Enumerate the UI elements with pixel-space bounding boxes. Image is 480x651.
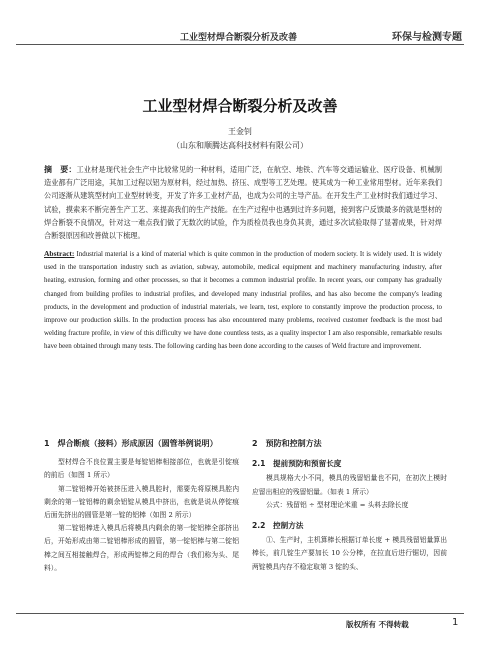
body-paragraph: 模具规格大小不同，模具的残留铝量也不同，在初次上模时应留出相应的残留铝量。（如表 1 所示）: [252, 474, 447, 496]
header-divider: [16, 44, 464, 45]
body-paragraph: ①、生产时，主机算棒长根据订单长度 + 模具残留铝量算出棒长，前几锭生产要加长 10 公分棒，在拉直后进行锯切，因前两锭模具内存不稳定取第 3 锭的头、: [252, 536, 447, 571]
abstract-en-label: Abstract:: [44, 249, 75, 258]
section-2-heading: 2 预防和控制方法: [252, 439, 322, 448]
header-journal-column: 环保与检测专题: [392, 32, 462, 43]
page-footer: [0, 613, 480, 651]
running-header: [0, 0, 480, 48]
abstract-english: [44, 247, 442, 354]
body-paragraph: 第二锭铝棒进入模具后将模具内剩余的第一锭铝棒全部挤出后，开始形成由第二锭铝棒形成的圆管，第一锭铝棒与第二锭铝棒之间互相接触焊合，形成两锭棒之间的焊合（我们称为头、尾料）。: [44, 524, 239, 572]
section-1-heading: 1 焊合断痕（接料）形成原因（圆管举例说明）: [44, 439, 218, 448]
subsection-2-2-heading: 2.2 控制方法: [252, 521, 304, 531]
header-article-title: 工业型材焊合断裂分析及改善: [180, 33, 298, 43]
page-number: 1: [452, 617, 459, 628]
footer-divider: [16, 613, 464, 614]
author-name: 王金钊: [228, 127, 252, 136]
abstract-chinese: [44, 163, 442, 242]
abstract-zh-text: 工业材是现代社会生产中比较常见的一种材料，适用广泛，在航空、地铁、汽车等交通运输业、医疗设备、机械制造业都有广泛用途，其加工过程以铝为原材料，经过加热、挤压、成型等工艺处理。使其成为一种工业常用型材。近年来我们公司逐渐从建筑型材向工业型材转变，开发了许多工业材产品，也成为公司的主导产品。在开发生产工业材时我们通过学习、试验，摸索来不断完善生产工艺、来提高我们的生产技能。在生产过程中也遇到过许多问题，接到客户反馈最多的就是型材的焊合断裂不良情况，针对这一难点我们做了无数次的试验，作为质检员我也身负其责，通过多次试验取得了显著成果，针对焊合断裂原因和改善做以下梳理。: [44, 165, 442, 241]
article-title: 工业型材焊合断裂分析及改善: [142, 97, 338, 115]
author-affiliation: （山东和顺腾达高科技材料有限公司）: [172, 141, 308, 150]
subsection-2-1-heading: 2.1 提前预防和预留长度: [252, 459, 342, 469]
right-column: [252, 437, 447, 574]
body-paragraph: 型材焊合不良位置主要是每锭铝棒相接部位，也就是引锭痕的前后（如图 1 所示）: [44, 458, 239, 480]
body-paragraph: 第二锭铝棒开始被挤压进入模具腔时，需要先将原模具腔内剩余的第一锭铝棒的剩余铝锭从模具中挤出，也就是说从停锭痕后面先挤出的圆管是第一锭的铝棒（如图 2 所示）: [44, 484, 239, 520]
left-column: [44, 437, 239, 575]
abstract-zh-label: 摘 要：: [44, 164, 77, 174]
formula-paragraph: 公式：残留铝 ÷ 型材理论米重 = 头料去除长度: [266, 500, 409, 509]
abstract-en-text: Industrial material is a kind of material which is quite common in the production of modern society. It is widely used. It is widely used in the transportation industry such as aviation, subway, automobile, medical equipment and machinery manufacturing industry, after heating, extrusion, forming and other processes, so that it becomes a common industrial profile. In recent years, our company has gradually changed from building profiles to industrial profiles, and developed many industrial profiles, and has also become the company's leading products, in the development and production of industrial materials, we learn, test, explore to constantly improve the production process, to improve our production skills. In the production process has also encountered many problems, received customer feedback is the most bad welding fracture profile, in view of this difficulty we have done countless tests, as a quality inspector I am also responsible, remarkable results have been obtained through many tests. The following carding has been done according to the causes of Weld fracture and improvement.: [44, 251, 442, 351]
copyright-notice: 版权所有 不得转载: [346, 620, 409, 629]
